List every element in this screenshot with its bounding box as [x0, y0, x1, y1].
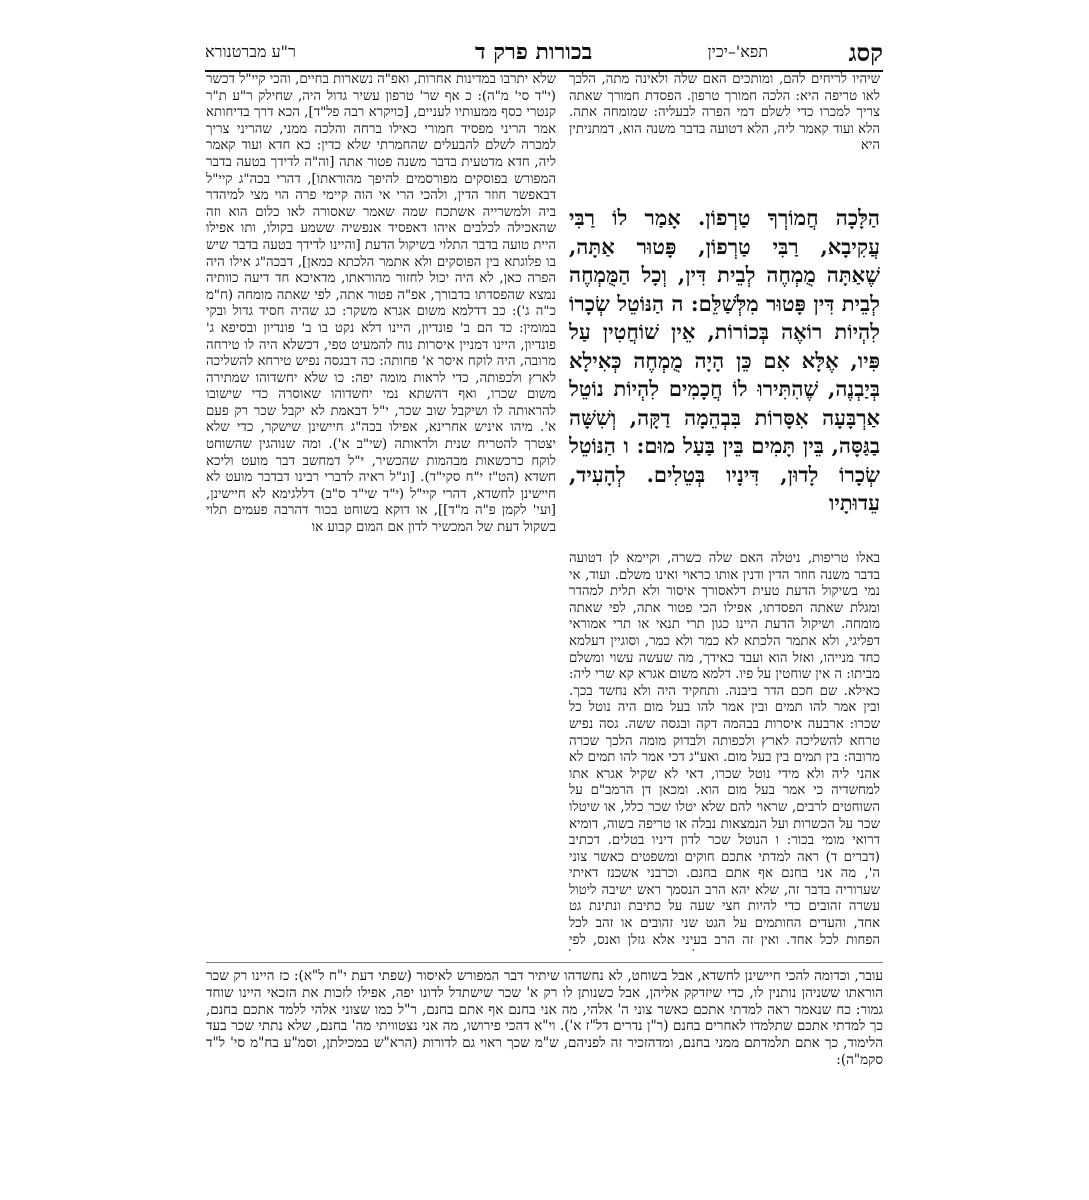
bartenura-top-text: שיהיו לריחים להם, ומותכים האם שלה ולאינה מתה, הלכך לאו טריפה היא: הלכה חמורך טרפון. הפסדת חמורך שאתה צריך למכרו כדי לשלם דמי הפרה לבעליה: שמומחה אתה. הלא ועוד קאמר ליה, הלא דטועה בדבר משנה הוא, דמתניתין היא — [569, 72, 880, 154]
commentary-range: תפא'–יכין — [707, 42, 768, 61]
tiferet-yisrael-text: שלא יתרבו במדינות אחרות, ואפ"ה נשארות בחיים, והכי קיי"ל דכשר (י"ד סי' מ"ה): כ אף שר' טרפון עשיר גדול היה, שחילק ר"ע ת"ר קנטרי כסף ממעותיו לעניים, [כויקרא רבה פל"ד], הכא דרך בדיחותא אמר הריני מפסיד חמורי כאילו ברחה והלכה ממני, שהריני צריך למכרה לשלם להבעלים שהחמרתי שלא כדין: כא חדא ועוד קאמר ליה, חדא מדטעית בדבר משנה פטור אתה [וה"ה לדידך בטעה בדבר המפורש בפוסקים מפורסמים להיפך מהוראתו], דהרי בכה"ג קיי"ל דבאפשר חוזר הדין, ולהכי הרי אי הוה קיימי פרה הוי מצי למיהדר ביה ולמשרייה אשתכח שמה שאמר שאסורה לאו כלום הוא וזה שהאכילה לכלבים איהו דאפסיד אנפשיה ששמע בקולו, ותו אפילו היית טועה בדבר התלוי בשיקול הדעת [והיינו לדידך בטעה בדבר שיש בו פלוגתא בין הפוסקים ולא אתמר הלכתא כמאן], דבכה"ג אילו היה הפרה כאן, לא היה יכול לחזור מהוראתו, מדאיכא חד דיעה כוותיה נמצא שהפסדתו בדבורך, אפ"ה פטור אתה, לפי שאתה מומחה (ח"מ כ"ה ג'): כב דדלמא משום אגרא משקר: כג שהיה חסיד גדול ובקי במומין: כד הם ב' פונדיון, היינו דלא נקט בו ב' פונדיון ובסיפא ג' פונדיון, היינו דמניין איסרות נוח להמעיט טפי, דכשלא היה לו טירחה מרובה, היה לוקח איסר א' פחותה: כה דבגסה נפיש טירחא להשליכה לארץ ולכפותה, כדי לראות מומה יפה: כו שלא יחשדוהו שמתירה משום שכרו, ואף דהשתא נמי יחשדוהו שאוסרה כדי שישובו להראותה לו ושיקבל שוב שכר, י"ל דבאמת לא יקבל שכר רק פעם א'. מיהו איניש אחרינא, אפילו בכה"ג חיישינן שישקר, כדי שלא יצטרך להטריח שנית ולראותה (שי"ב א'). ומה שנוהגין שהשוחט לוקח כרכשאות מבהמות שהכשיר, י"ל דמחשב דבר מועט וליכא חשדא (הט"ז י"ח סקי"ד). [ונ"ל ראיה לדברי רבינו דבדבר מועט לא חיישינן לחשדא, דהרי קיי"ל (י"ד שי"ד ס"ב) דללגימא לא חיישינן, [ועי' לקמן פ"ה מ"ד]], או דוקא בשוחט בכור דהרבה פעמים תלוי בשקול דעת של המכשיר לדון אם המום קבוע או — [206, 72, 556, 536]
commentary-title: ר"ע מברטנורא — [205, 42, 296, 61]
folio-number: קסג — [848, 38, 883, 67]
page-header — [205, 38, 883, 72]
tiferet-yisrael-continuation-text: עובר, וכדומה להכי חיישינן לחשדא, אבל בשוחט, לא נחשדהו שיתיר דבר המפורש לאיסור (שפתי דעת י"ח ל"א): כז היינו רק שכר הוראתו ששניהן נותנין לו, כדי שיזדקק אליהן, אבל כשנותן לו רק א' שכר שישתדל לדונו יפה, אפילו לזכות את הזכאי היינו שוחד גמור: כח שנאמר ראה למדתי אתכם כאשר צוני ה' אלהי, מה אני בחנם אף אתם בחנם, ר"ל כמו שצוני אלהי ללמד אתכם בחנם, כך למדתי אתכם שתלמדו לאחרים בחנם (ר"ן נדרים דל"ז א'). וי"א דהכי פירושו, מה אני נצטוויתי מה' בחנם, שלא נתתי שכר בעד הלימוד, כך אתם תלמדתם ממני בחנם, ומדהזכיר זה לפניהם, ש"מ שכך ראוי גם לדורות (הרא"ש במכילתן, וסמ"ע בח"מ סי' ל"ד סקמ"ה): — [206, 968, 883, 1068]
bartenura-bottom-text: באלו טריפות, ניטלה האם שלה כשרה, וקיימא לן דטועה בדבר משנה חוזר הדין ודנין אותו כראוי ואינו משלם. ועוד, אי נמי בשיקול הדעת טעית דלאסורך איסור ולא תלית למהדר ומגלת שאתה הפסדתו, אפילו הכי פטור אתה, לפי שאתה מומחה. ושיקול הדעת היינו כגון תרי תנאי או תרי אמוראי דפליגי, ולא אתמר הלכתא לא כמר ולא כמר, וסוגיין דעלמא כחד מנייהו, ואזל הוא ועבד כאידך, מה שעשה עשוי ומשלם מביתו: ה אין שוחטין על פיו. דלמא משום אגרא קא שרי ליה: כאילא. שם חכם הדר ביבנה. ותחקיד היה ולא נחשד בכך. ובין אמר להו תמים ובין אמר להו בעל מום היה נוטל כל שכרו: ארבעה איסרות בבהמה דקה ובגסה ששה. גסה נפיש טרחא להשליכה לארץ ולכפותה ולבדוק מומה הלכך שכרה מרובה: בין תמים בין בעל מום. ואע"ג דכי אמר להו תמים לא אהני ליה ולא מידי נוטל שכרו, דאי לא שקיל אגרא אתו למחשדיה כי אמר בעל מום הוא. ומכאן דן הרמב"ם על השוחטים לרבים, שראוי להם שלא יטלו שכר כלל, או שיטלו שכר על הכשרות ועל הנמצאות נבלה או טריפה בשוה, דומיא דרואי מומי בכור: ו הנוטל שכר לדון דיניו בטלים. דכתיב (דברים ד) ראה למדתי אתכם חוקים ומשפטים כאשר צוני ה', מה אני בחנם אף אתם בחנם. וכרבני אשכנז דאיתי שערוריה בדבר זה, שלא יהא הרב הנסמך ראש ישיבה ליטול עשרה זהובים כדי להיות חצי שעה על כתיבת ונתינת גט אחד, והעדים החותמים על הגט שני זהובים או זהב לכל הפחות לכל אחד. ואין זה הרב בעיני אלא גזלן ואנס, לפי — [569, 551, 880, 948]
chapter-title: בכורות פרק ד — [475, 39, 593, 65]
bartenura-top — [569, 72, 880, 204]
tiferet-yisrael-continuation — [206, 968, 883, 1143]
tiferet-yisrael-column — [206, 72, 556, 952]
mishnah-text-block — [569, 204, 880, 549]
divider-line — [206, 962, 883, 963]
bartenura-bottom — [569, 551, 880, 951]
mishnah-text: הַלָּכָה חֲמוֹרְךָ טַרְפוֹן. אָמַר לוֹ רַבִּי עֲקִיבָא, רַבִּי טַרְפוֹן, פָּטוּר אַתָּה, שֶׁאַתָּה מֻמְחֶה לְבֵית דִּין, וְכָל הַמֻּמְחֶה לְבֵית דִּין פָּטוּר מִלְּשַׁלֵּם: ה הַנּוֹטֵל שְׂכָרוֹ לִהְיוֹת רוֹאֶה בְּכוֹרוֹת, אֵין שׁוֹחֲטִין עַל פִּיו, אֶלָּא אִם כֵּן הָיָה מֻמְחֶה כְּאִילָא בְּיַבְנֶה, שֶׁהִתִּירוּ לוֹ חֲכָמִים לִהְיוֹת נוֹטֵל אַרְבָּעָה אִסָּרוֹת בִּבְהֵמָה דַקָּה, וְשִׁשָּׁה בַגַּסָּה, בֵּין תָּמִים בֵּין בַּעַל מוּם: ו הַנּוֹטֵל שְׂכָרוֹ לָדוּן, דִּינָיו בְּטֵלִים. לְהָעִיד, עֵדוּתָיו — [569, 205, 880, 515]
